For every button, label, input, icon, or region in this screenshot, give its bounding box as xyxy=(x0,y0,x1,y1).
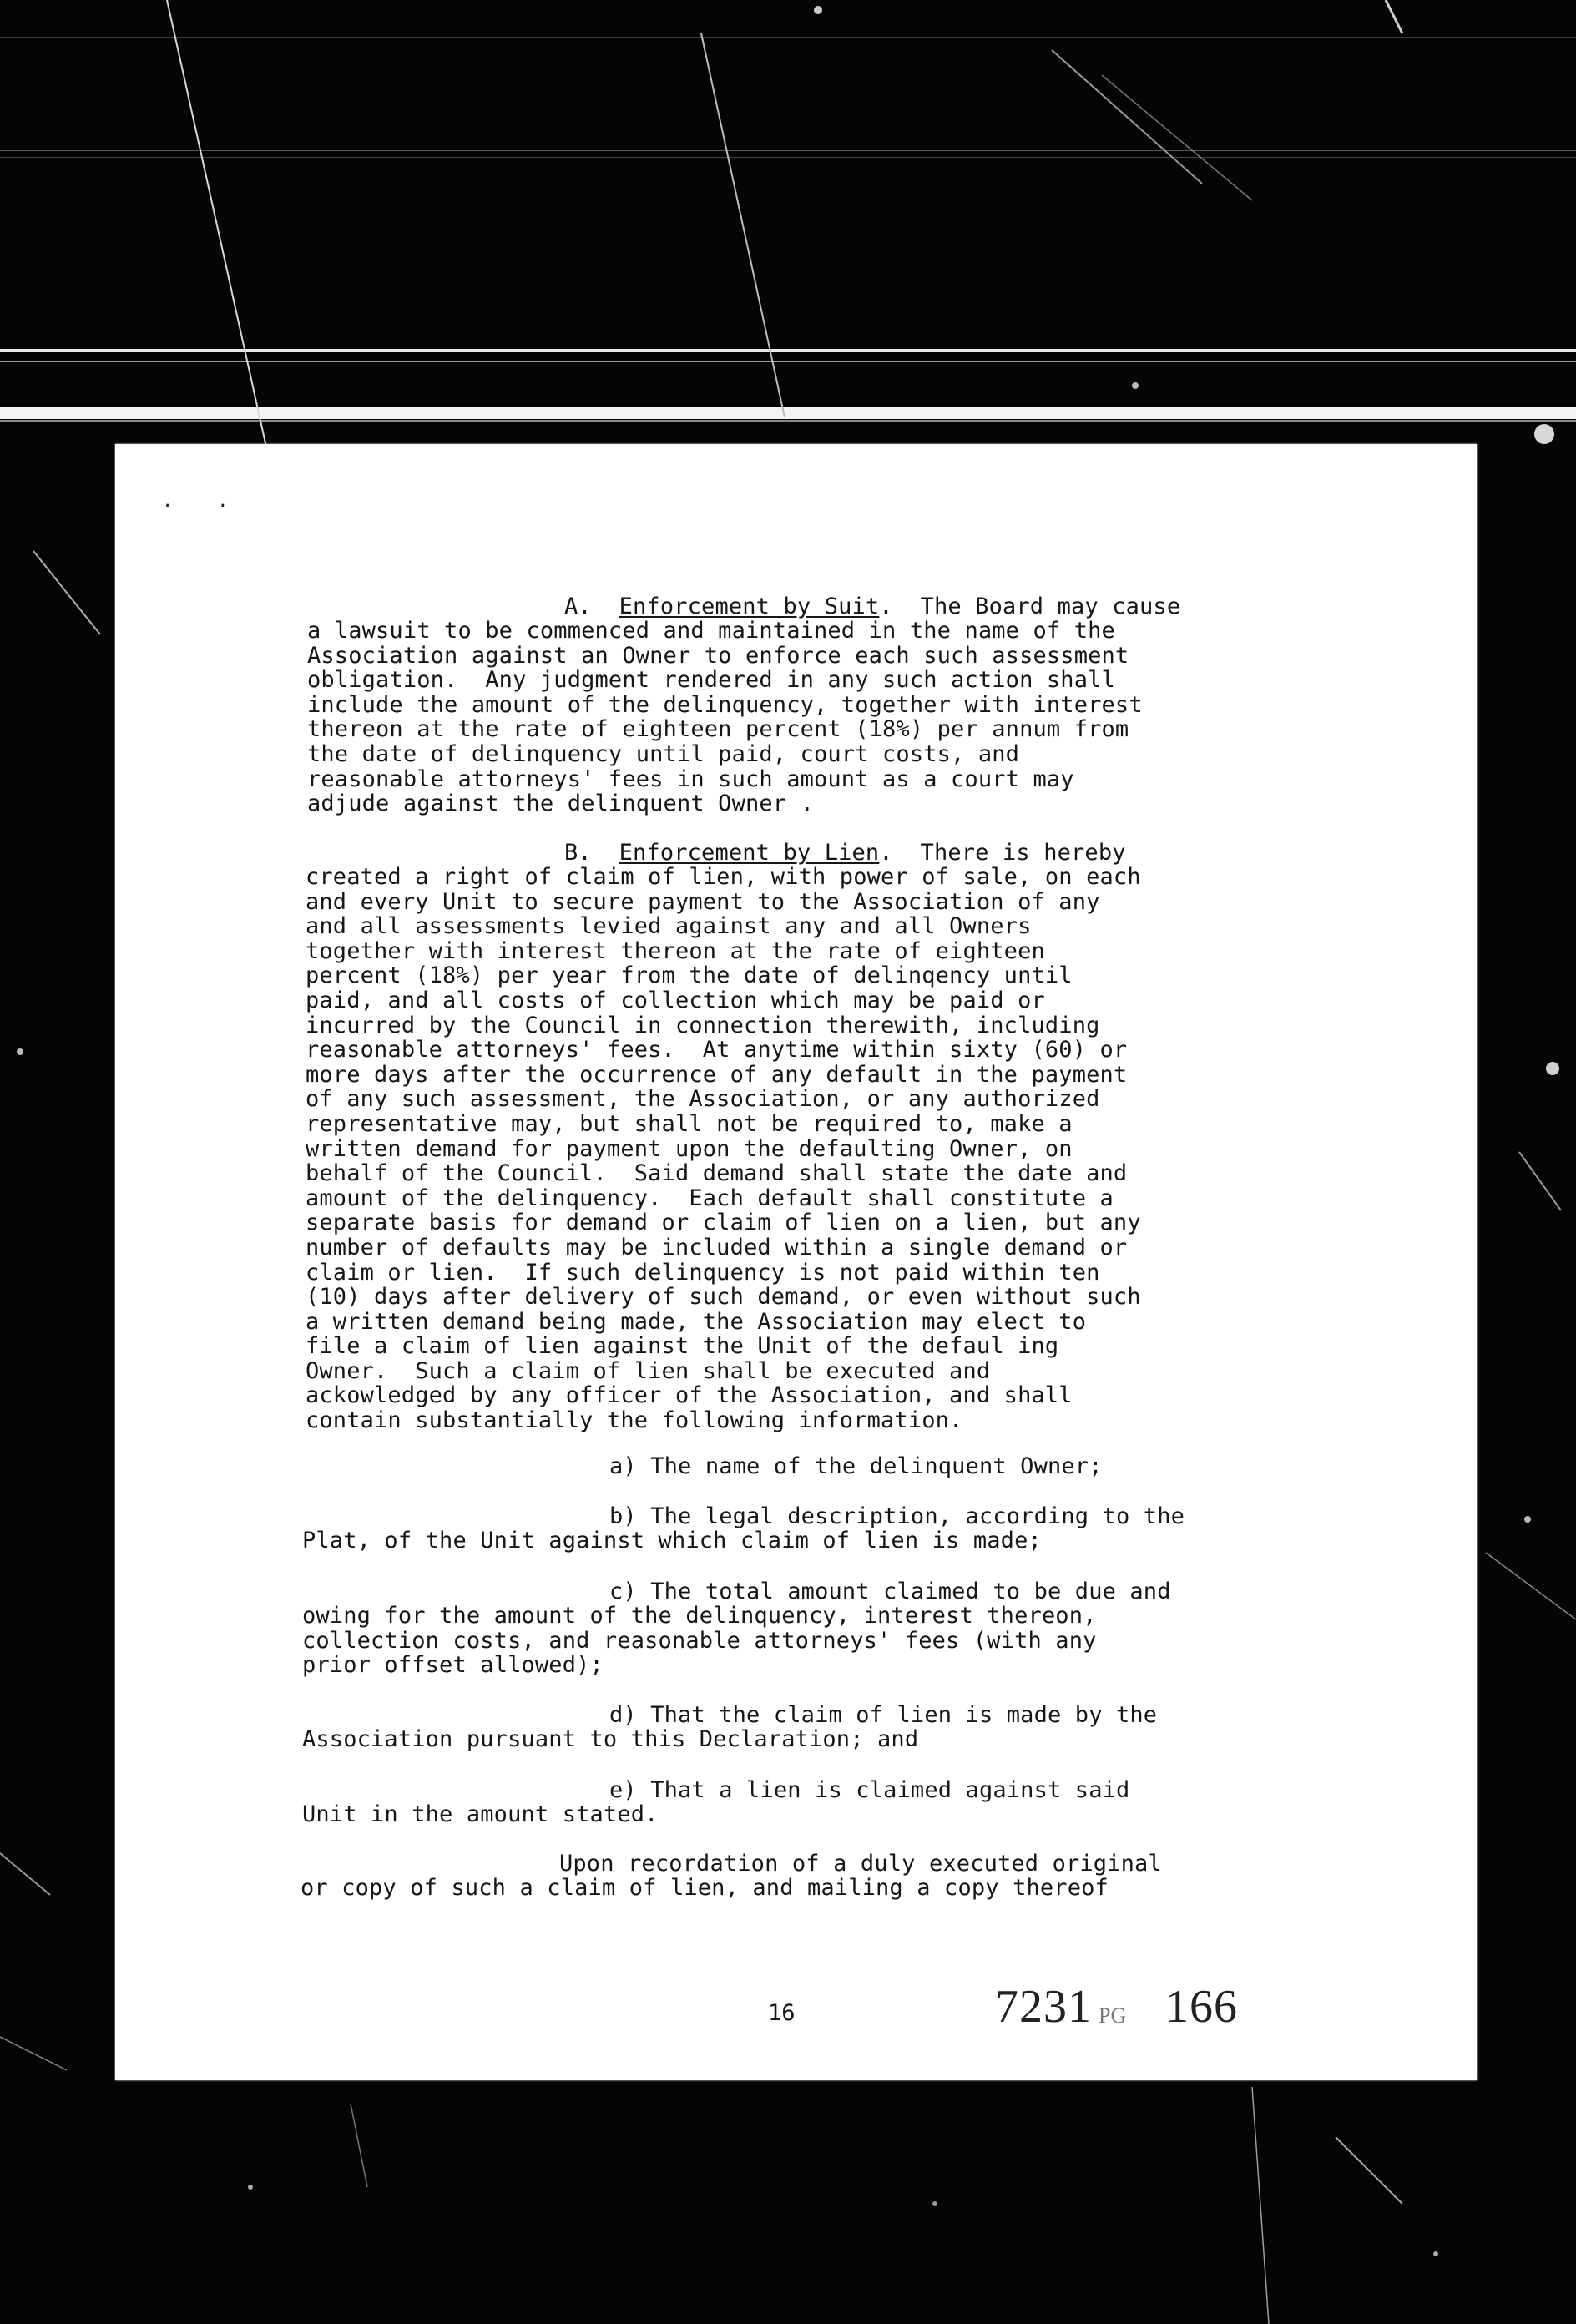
item-d-first-line: d) That the claim of lien is made by the xyxy=(609,1702,1158,1728)
section-a-prefix: A. xyxy=(564,594,619,619)
closing-first-line: Upon recordation of a duly executed original xyxy=(559,1851,1162,1877)
item-c-rest: owing for the amount of the delinquency, interest thereon, collection costs, and reasonable attorneys' fees (with any prior offset allowed); xyxy=(302,1603,1097,1679)
page-number: 16 xyxy=(768,2000,796,2026)
section-a-first-line-rest: . The Board may cause xyxy=(879,594,1181,619)
section-b-prefix: B. xyxy=(564,840,619,866)
section-b-first-line xyxy=(564,841,1126,866)
item-a: a) The name of the delinquent Owner; xyxy=(609,1453,1103,1479)
recording-stamp-book: 7231 xyxy=(995,1981,1092,2033)
recording-stamp-separator: PG xyxy=(1099,2003,1127,2028)
section-a-body: a lawsuit to be commenced and maintained in the name of the Association against an Owner to enforce each such assessment obligation. Any judgment rendered in any such action shall include the amount of the delinquency, together with interest thereon at the rate of eighteen percent (18%) per annum from the date of delinquency until paid, court costs, and reasonable attorneys' fees in such amount as a court may adjude against the delinquent Owner . xyxy=(307,618,1143,817)
item-d-rest: Association pursuant to this Declaration; and xyxy=(302,1726,919,1752)
item-c-first-line: c) The total amount claimed to be due and xyxy=(609,1579,1171,1604)
section-b-first-line-rest: . There is hereby xyxy=(879,840,1126,866)
recording-stamp-page: 166 xyxy=(1165,1981,1238,2033)
section-b-heading: Enforcement by Lien xyxy=(619,840,880,866)
item-e-rest: Unit in the amount stated. xyxy=(302,1801,659,1827)
section-a-first-line xyxy=(564,594,1180,619)
scan-speck-dots: . . xyxy=(162,491,229,512)
item-b-rest: Plat, of the Unit against which claim of lien is made; xyxy=(302,1528,1042,1554)
item-b-first-line: b) The legal description, according to the xyxy=(609,1503,1185,1529)
section-b-body: created a right of claim of lien, with power of sale, on each and every Unit to secure payment to the Association of any and all assessments levied against any and all Owners together with interest thereon at the rate of eighteen percent (18%) per year from the date of delinqency until paid, and all costs of collection which may be paid or incurred by the Council in connection therewith, including reasonable attorneys' fees. At anytime within sixty (60) or more days after the occurrence of any default in the payment of any such assessment, the Association, or any authorized representative may, but shall not be required to, make a written demand for payment upon the defaulting Owner, on behalf of the Council. Said demand shall state the date and amount of the delinquency. Each default shall constitute a separate basis for demand or claim of lien on a lien, but any number of defaults may be included within a single demand or claim or lien. If such delinquency is not paid within ten (10) days after delivery of such demand, or even without such a written demand being made, the Association may elect to file a claim of lien against the Unit of the defaul ing Owner. Such a claim of lien shall be executed and ackowledged by any officer of the Association, and shall contain substantially the following information. xyxy=(306,864,1141,1434)
section-a-heading: Enforcement by Suit xyxy=(619,594,880,619)
closing-rest: or copy of such a claim of lien, and mailing a copy thereof xyxy=(301,1875,1109,1901)
item-e-first-line: e) That a lien is claimed against said xyxy=(609,1777,1130,1803)
document-page xyxy=(115,444,1478,2080)
